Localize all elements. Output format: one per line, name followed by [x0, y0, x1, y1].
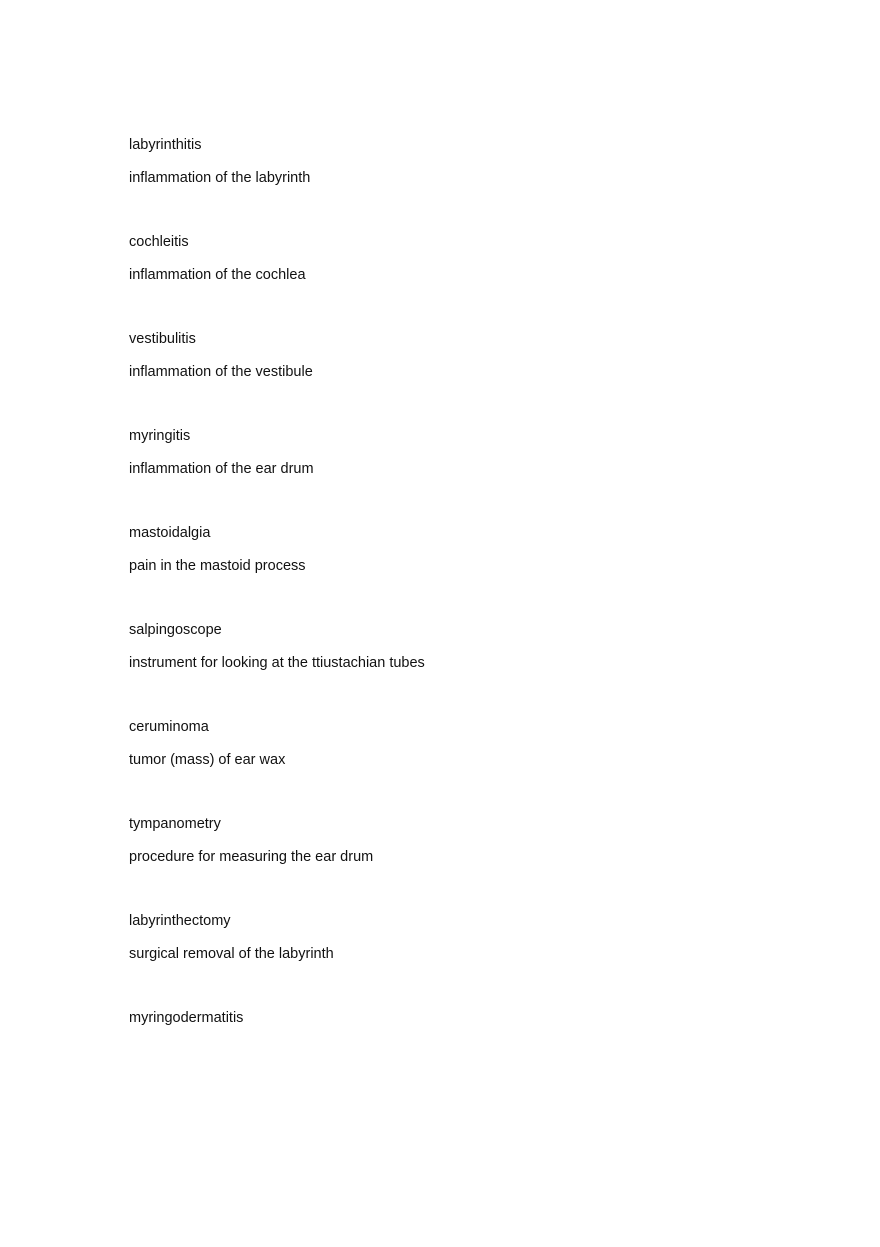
definition: tumor (mass) of ear wax — [129, 752, 286, 768]
term: labyrinthectomy — [129, 913, 231, 929]
definition: instrument for looking at the ttiustachian tubes — [129, 655, 425, 671]
term: tympanometry — [129, 816, 221, 832]
term: myringodermatitis — [129, 1010, 244, 1026]
term-entry — [129, 912, 769, 1009]
definition: inflammation of the cochlea — [129, 267, 306, 283]
definition: inflammation of the ear drum — [129, 461, 314, 477]
term-entry — [129, 136, 769, 233]
term: vestibulitis — [129, 331, 196, 347]
term-entry — [129, 621, 769, 718]
term-entry — [129, 1009, 769, 1106]
definition: surgical removal of the labyrinth — [129, 946, 334, 962]
term-entry — [129, 330, 769, 427]
term: ceruminoma — [129, 719, 209, 735]
term-entry — [129, 815, 769, 912]
term-entry — [129, 233, 769, 330]
term-entry — [129, 718, 769, 815]
definition: inflammation of the vestibule — [129, 364, 313, 380]
term: mastoidalgia — [129, 525, 211, 541]
definition: pain in the mastoid process — [129, 558, 306, 574]
term: myringitis — [129, 428, 191, 444]
term: salpingoscope — [129, 622, 222, 638]
term: labyrinthitis — [129, 137, 202, 153]
term-entry — [129, 524, 769, 621]
term-list — [129, 136, 769, 1106]
definition: inflammation of the labyrinth — [129, 170, 311, 186]
term: cochleitis — [129, 234, 189, 250]
term-entry — [129, 427, 769, 524]
definition: procedure for measuring the ear drum — [129, 849, 374, 865]
